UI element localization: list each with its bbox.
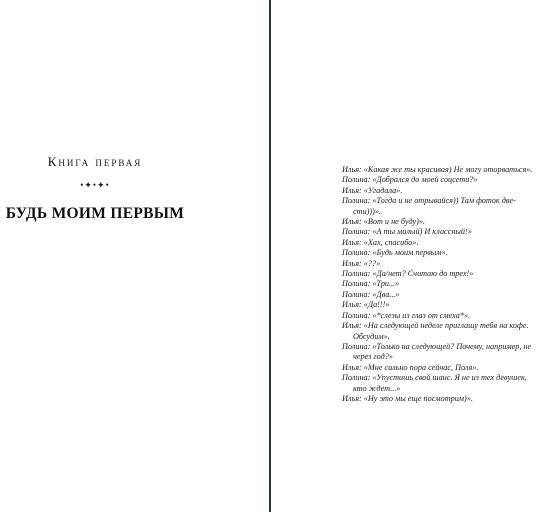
chat-line-text: Полина: «Будь моим первым». — [342, 248, 448, 258]
chat-line-text: Полина: «А ты милый) И классный!» — [342, 227, 472, 237]
chat-transcript — [342, 165, 552, 404]
chat-line — [342, 217, 552, 227]
chat-line-text: Илья: «Ну это мы еще посмотрим)». — [342, 393, 473, 403]
chat-line-text: Полина: «Добрался до моей соцсети?» — [342, 175, 478, 185]
chat-line — [342, 175, 552, 185]
chat-line-continuation: Обсудим». — [353, 331, 390, 341]
chat-line-text: Илья: «Вот и не буду)». — [342, 217, 425, 227]
ornament-divider: •✦•✦• — [80, 180, 110, 190]
chat-line — [342, 186, 552, 196]
chat-line — [342, 342, 552, 363]
chat-line-continuation: кто ждет...» — [353, 383, 401, 393]
chat-line — [342, 248, 552, 258]
chat-line-text: Полина: «Да/нет? Считаю до трех!» — [342, 269, 474, 279]
chat-line — [342, 238, 552, 248]
book-label: Книга первая — [47, 154, 143, 169]
chat-line-text: Илья: «Да!!!» — [342, 300, 390, 310]
chat-line-text: Полина: «Упустишь свой шанс. Я не из тех девушек, — [342, 373, 527, 383]
chat-line — [342, 394, 552, 404]
chat-line-text: Илья: «На следующей неделе приглашу тебя на кофе. — [342, 321, 529, 331]
chat-line-text: Илья: «Угадала». — [342, 185, 403, 195]
chat-line — [342, 373, 552, 394]
chat-line — [342, 321, 552, 342]
chat-line-text: Илья: «Мне сильно пора сейчас, Поля». — [342, 362, 479, 372]
left-page — [0, 0, 269, 512]
chat-line-text: Илья: «??» — [342, 258, 381, 268]
chat-line-continuation: через год?» — [353, 352, 393, 362]
chat-line-text: Полина: «Тогда и не отрывайся)) Там фоток две- — [342, 196, 516, 206]
chat-line — [342, 269, 552, 279]
chat-line — [342, 300, 552, 310]
chat-line-text: Илья: «Хах, спасибо». — [342, 237, 419, 247]
chat-line-continuation: сти)))». — [353, 206, 381, 216]
chat-line-text: Полина: «Только на следующей? Почему, например, не — [342, 341, 532, 351]
chat-line — [342, 311, 552, 321]
part-title: БУДЬ МОИМ ПЕРВЫМ — [5, 205, 185, 222]
chat-line — [342, 279, 552, 289]
chat-line — [342, 227, 552, 237]
chat-line — [342, 290, 552, 300]
chat-line-text: Полина: «*слезы из глаз от смеха*». — [342, 310, 471, 320]
right-page — [271, 0, 552, 512]
chat-line-text: Полина: «Три...» — [342, 279, 400, 289]
chat-line — [342, 165, 552, 175]
chat-line-text: Полина: «Два...» — [342, 289, 400, 299]
chat-line — [342, 363, 552, 373]
chat-line — [342, 196, 552, 217]
chat-line-text: Илья: «Какая же ты красивая) Не могу оторваться». — [342, 165, 533, 174]
chat-line — [342, 259, 552, 269]
